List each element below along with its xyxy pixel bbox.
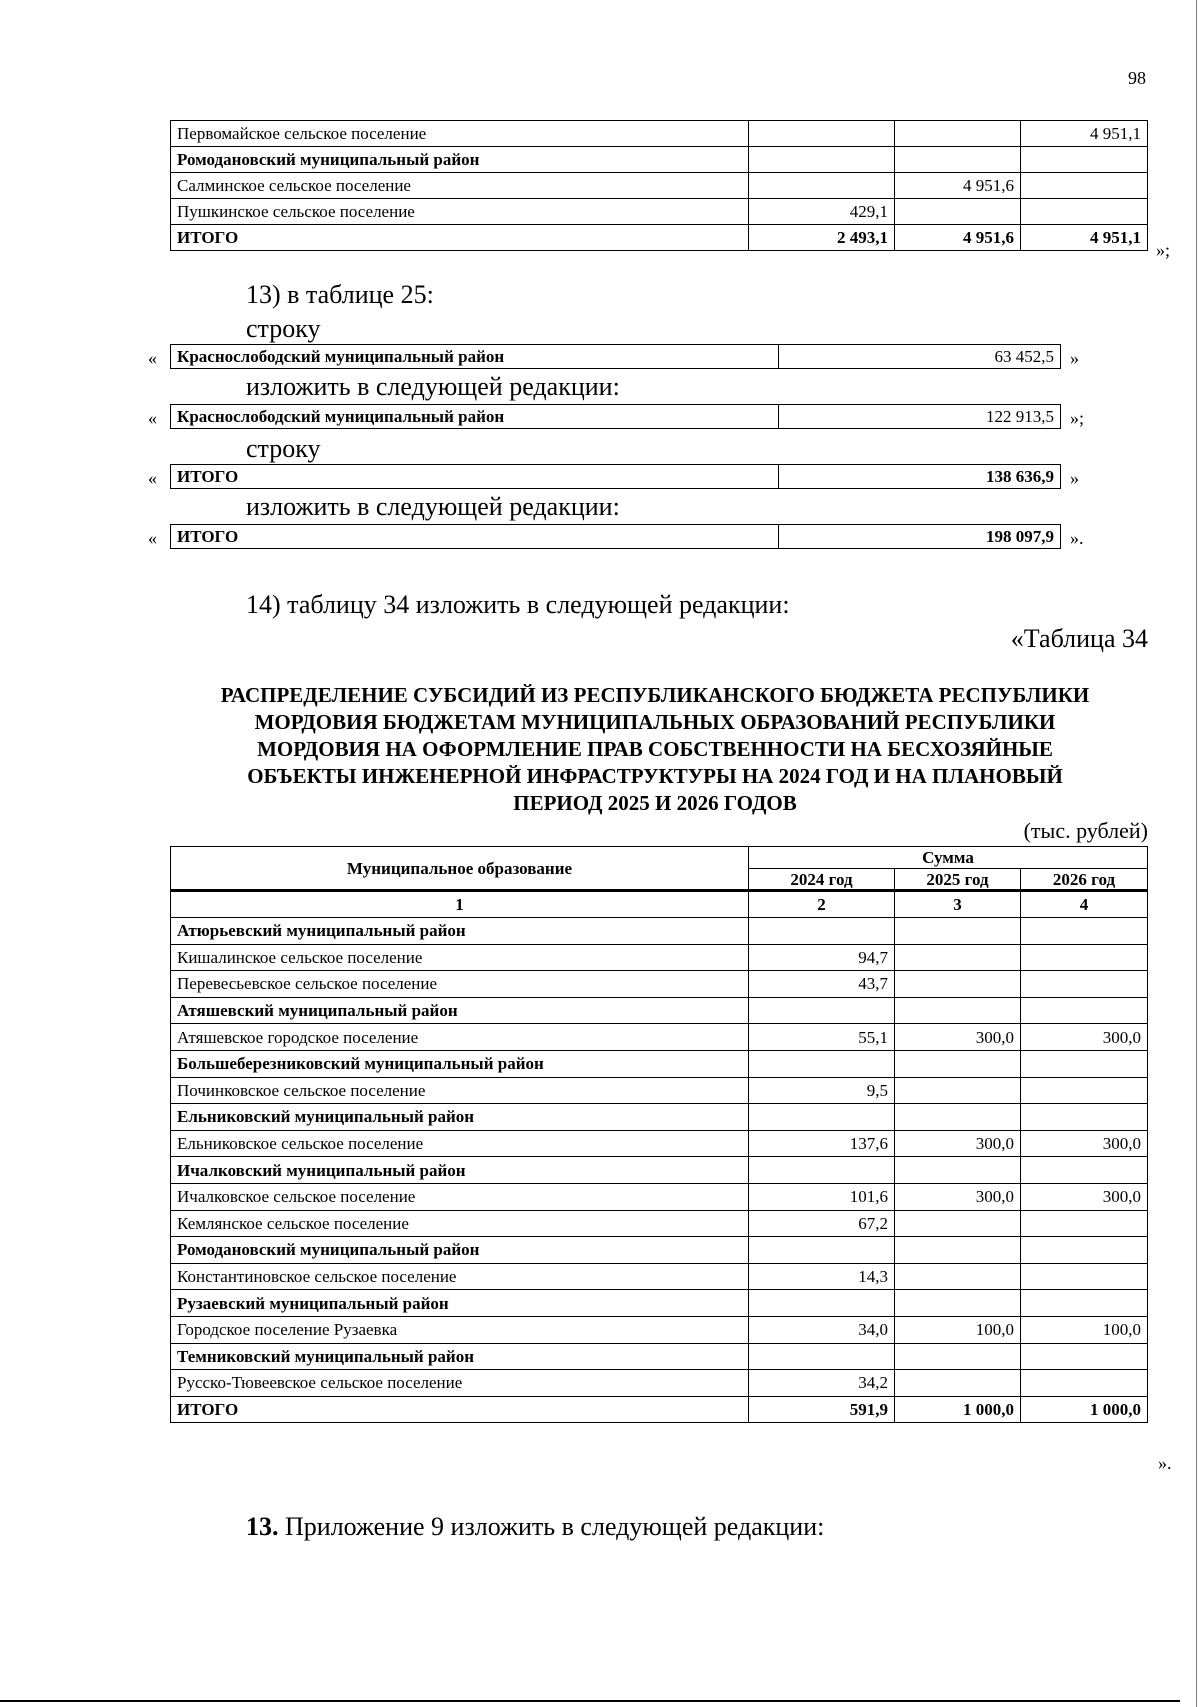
header-sum: Сумма: [749, 847, 1148, 869]
t34-name-cell: ИТОГО: [171, 1396, 749, 1423]
prev-value-2026: 4 951,1: [1021, 225, 1148, 251]
prev-value-2024: [749, 147, 895, 173]
t34-value-2024: 94,7: [749, 944, 895, 971]
t34-name-cell: Кишалинское сельское поселение: [171, 944, 749, 971]
t34-value-2025: [895, 944, 1021, 971]
row-4-close-quote: ».: [1070, 528, 1084, 548]
t34-name-cell: Русско-Тювеевское сельское поселение: [171, 1370, 749, 1397]
t34-row: [171, 1024, 1148, 1051]
page-number: 98: [1128, 68, 1146, 88]
t34-value-2026: [1021, 1050, 1148, 1077]
t34-value-2024: [749, 1050, 895, 1077]
prev-row: [171, 199, 1148, 225]
item-13-izlozhit-1: изложить в следующей редакции:: [246, 372, 620, 401]
row-2-value: 122 913,5: [779, 405, 1061, 429]
t34-value-2024: 101,6: [749, 1183, 895, 1210]
row-3-name: ИТОГО: [171, 465, 779, 489]
prev-value-2025: 4 951,6: [895, 225, 1021, 251]
t34-value-2025: [895, 1343, 1021, 1370]
row-3-open-quote: «: [148, 468, 157, 488]
t34-value-2025: [895, 1210, 1021, 1237]
t34-name-cell: Темниковский муниципальный район: [171, 1343, 749, 1370]
prev-value-2025: [895, 147, 1021, 173]
prev-name-cell: Ромодановский муниципальный район: [171, 147, 749, 173]
t34-value-2026: [1021, 1263, 1148, 1290]
t34-name-cell: Атяшевское городское поселение: [171, 1024, 749, 1051]
t34-value-2024: [749, 1157, 895, 1184]
t34-value-2026: [1021, 1237, 1148, 1264]
previous-table-continuation: [170, 120, 1148, 251]
prev-name-cell: Первомайское сельское поселение: [171, 121, 749, 147]
prev-name-cell: Салминское сельское поселение: [171, 173, 749, 199]
t34-row: [171, 1396, 1148, 1423]
row-1-close-quote: »: [1070, 348, 1079, 368]
t34-value-2026: 300,0: [1021, 1130, 1148, 1157]
prev-value-2024: 2 493,1: [749, 225, 895, 251]
prev-value-2026: [1021, 199, 1148, 225]
table-34-title: [160, 682, 1150, 817]
t34-value-2024: [749, 997, 895, 1024]
t34-name-cell: Константиновское сельское поселение: [171, 1263, 749, 1290]
prev-name-cell: ИТОГО: [171, 225, 749, 251]
t34-value-2026: [1021, 1210, 1148, 1237]
row-1-open-quote: «: [148, 348, 157, 368]
prev-value-2025: [895, 121, 1021, 147]
prev-row: [171, 147, 1148, 173]
t34-value-2026: [1021, 997, 1148, 1024]
t34-value-2025: [895, 1237, 1021, 1264]
t34-row: [171, 1210, 1148, 1237]
t34-value-2024: 34,0: [749, 1316, 895, 1343]
row-1-name: Краснослободский муниципальный район: [171, 345, 779, 369]
t34-name-cell: Атюрьевский муниципальный район: [171, 918, 749, 945]
t34-value-2025: [895, 1290, 1021, 1317]
header-2025: 2025 год: [895, 869, 1021, 891]
row-3-close-quote: »: [1070, 468, 1079, 488]
t34-name-cell: Ельниковский муниципальный район: [171, 1104, 749, 1131]
colnum-3: 3: [895, 891, 1021, 918]
item-13-stroku-1: строку: [246, 314, 321, 343]
t34-value-2025: [895, 971, 1021, 998]
row-4-open-quote: «: [148, 528, 157, 548]
t34-row: [171, 1183, 1148, 1210]
colnum-1: 1: [171, 891, 749, 918]
t34-row: [171, 1104, 1148, 1131]
t34-row: [171, 1130, 1148, 1157]
prev-value-2026: 4 951,1: [1021, 121, 1148, 147]
t34-name-cell: Атяшевский муниципальный район: [171, 997, 749, 1024]
colnum-2: 2: [749, 891, 895, 918]
t34-row: [171, 1316, 1148, 1343]
t34-value-2026: [1021, 944, 1148, 971]
t34-name-cell: Починковское сельское поселение: [171, 1077, 749, 1104]
item-13-izlozhit-2: изложить в следующей редакции:: [246, 492, 620, 521]
t34-value-2026: [1021, 1290, 1148, 1317]
t34-value-2024: [749, 1104, 895, 1131]
t34-value-2025: [895, 918, 1021, 945]
prev-row: [171, 173, 1148, 199]
section-13-number: 13.: [246, 1512, 279, 1541]
t34-row: [171, 1290, 1148, 1317]
section-13-paragraph: [246, 1512, 824, 1542]
t34-value-2025: [895, 1050, 1021, 1077]
units-label: (тыс. рублей): [1023, 818, 1148, 843]
scan-right-edge: [1196, 0, 1197, 1707]
row-4-name: ИТОГО: [171, 525, 779, 549]
t34-value-2026: [1021, 1104, 1148, 1131]
header-2024: 2024 год: [749, 869, 895, 891]
scan-edge-line: [0, 1700, 1180, 1702]
t34-value-2024: 9,5: [749, 1077, 895, 1104]
t34-name-cell: Рузаевский муниципальный район: [171, 1290, 749, 1317]
header-2026: 2026 год: [1021, 869, 1148, 891]
t34-value-2025: [895, 1263, 1021, 1290]
t34-value-2025: 300,0: [895, 1183, 1021, 1210]
t34-name-cell: Ичалковский муниципальный район: [171, 1157, 749, 1184]
row-4-value: 198 097,9: [779, 525, 1061, 549]
table-34-close-quote: ».: [1158, 1453, 1172, 1473]
t34-value-2026: [1021, 1157, 1148, 1184]
t34-value-2026: [1021, 971, 1148, 998]
item-13-heading: 13) в таблице 25:: [246, 280, 434, 309]
t34-row: [171, 971, 1148, 998]
t34-value-2026: [1021, 1077, 1148, 1104]
prev-value-2025: 4 951,6: [895, 173, 1021, 199]
t34-value-2025: [895, 1104, 1021, 1131]
t34-value-2025: 300,0: [895, 1130, 1021, 1157]
t34-row: [171, 1343, 1148, 1370]
header-municipality: Муниципальное образование: [171, 847, 749, 891]
title-line-2: МОРДОВИЯ БЮДЖЕТАМ МУНИЦИПАЛЬНЫХ ОБРАЗОВАНИЙ РЕСПУБЛИКИ: [254, 710, 1056, 734]
prev-value-2024: 429,1: [749, 199, 895, 225]
t34-row: [171, 1263, 1148, 1290]
t34-value-2024: 591,9: [749, 1396, 895, 1423]
t34-value-2026: [1021, 918, 1148, 945]
t34-value-2025: [895, 1077, 1021, 1104]
t34-name-cell: Ромодановский муниципальный район: [171, 1237, 749, 1264]
t34-name-cell: Большеберезниковский муниципальный район: [171, 1050, 749, 1077]
t34-value-2025: [895, 1157, 1021, 1184]
table-34: [170, 846, 1148, 1423]
t34-value-2024: [749, 1343, 895, 1370]
t34-value-2024: 43,7: [749, 971, 895, 998]
t34-value-2026: [1021, 1370, 1148, 1397]
t34-row: [171, 1077, 1148, 1104]
colnum-4: 4: [1021, 891, 1148, 918]
t34-value-2024: 14,3: [749, 1263, 895, 1290]
row-3-value: 138 636,9: [779, 465, 1061, 489]
item-13-stroku-2: строку: [246, 434, 321, 463]
table-34-label: «Таблица 34: [1010, 624, 1148, 653]
t34-row: [171, 1370, 1148, 1397]
row-2-close-quote: »;: [1070, 408, 1085, 428]
t34-value-2024: 55,1: [749, 1024, 895, 1051]
t34-value-2024: [749, 1290, 895, 1317]
t34-name-cell: Перевесьевское сельское поселение: [171, 971, 749, 998]
t34-value-2026: 1 000,0: [1021, 1396, 1148, 1423]
replacement-row-1: [170, 344, 1061, 369]
prev-value-2025: [895, 199, 1021, 225]
t34-value-2025: [895, 997, 1021, 1024]
title-line-1: РАСПРЕДЕЛЕНИЕ СУБСИДИЙ ИЗ РЕСПУБЛИКАНСКОГО БЮДЖЕТА РЕСПУБЛИКИ: [220, 683, 1090, 707]
t34-value-2024: [749, 1237, 895, 1264]
t34-value-2026: 100,0: [1021, 1316, 1148, 1343]
t34-value-2026: 300,0: [1021, 1024, 1148, 1051]
section-13-text: Приложение 9 изложить в следующей редакции:: [278, 1512, 825, 1541]
replacement-row-4: [170, 524, 1061, 549]
prev-row: [171, 225, 1148, 251]
prev-value-2024: [749, 173, 895, 199]
t34-row: [171, 1157, 1148, 1184]
row-2-open-quote: «: [148, 408, 157, 428]
title-line-5: ПЕРИОД 2025 И 2026 ГОДОВ: [513, 791, 797, 815]
t34-row: [171, 1050, 1148, 1077]
t34-name-cell: Кемлянское сельское поселение: [171, 1210, 749, 1237]
row-2-name: Краснослободский муниципальный район: [171, 405, 779, 429]
t34-name-cell: Городское поселение Рузаевка: [171, 1316, 749, 1343]
t34-value-2024: 137,6: [749, 1130, 895, 1157]
t34-value-2025: 100,0: [895, 1316, 1021, 1343]
t34-value-2025: 1 000,0: [895, 1396, 1021, 1423]
t34-value-2025: 300,0: [895, 1024, 1021, 1051]
replacement-row-2: [170, 404, 1061, 429]
previous-table-close-quote: »;: [1156, 240, 1171, 260]
t34-value-2026: [1021, 1343, 1148, 1370]
prev-name-cell: Пушкинское сельское поселение: [171, 199, 749, 225]
prev-value-2026: [1021, 173, 1148, 199]
item-14-heading: 14) таблицу 34 изложить в следующей редакции:: [246, 590, 790, 619]
t34-row: [171, 918, 1148, 945]
t34-value-2024: 67,2: [749, 1210, 895, 1237]
title-line-3: МОРДОВИЯ НА ОФОРМЛЕНИЕ ПРАВ СОБСТВЕННОСТИ НА БЕСХОЗЯЙНЫЕ: [257, 737, 1053, 761]
row-1-value: 63 452,5: [779, 345, 1061, 369]
t34-name-cell: Ельниковское сельское поселение: [171, 1130, 749, 1157]
t34-value-2025: [895, 1370, 1021, 1397]
t34-row: [171, 997, 1148, 1024]
t34-value-2024: 34,2: [749, 1370, 895, 1397]
prev-value-2026: [1021, 147, 1148, 173]
t34-row: [171, 944, 1148, 971]
t34-name-cell: Ичалковское сельское поселение: [171, 1183, 749, 1210]
t34-value-2026: 300,0: [1021, 1183, 1148, 1210]
title-line-4: ОБЪЕКТЫ ИНЖЕНЕРНОЙ ИНФРАСТРУКТУРЫ НА 2024 ГОД И НА ПЛАНОВЫЙ: [247, 764, 1063, 788]
prev-row: [171, 121, 1148, 147]
replacement-row-3: [170, 464, 1061, 489]
prev-value-2024: [749, 121, 895, 147]
t34-row: [171, 1237, 1148, 1264]
t34-value-2024: [749, 918, 895, 945]
